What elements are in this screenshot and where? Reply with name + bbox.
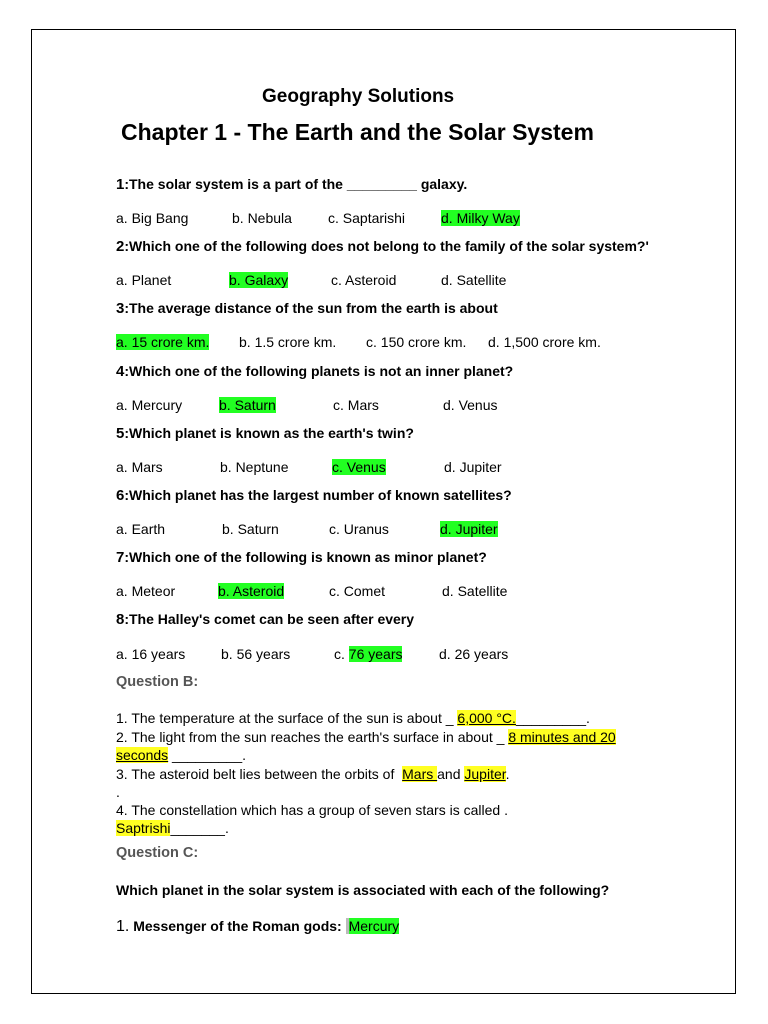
- q6-option-b: b. Saturn: [222, 521, 279, 537]
- q2-option-d: d. Satellite: [441, 272, 507, 288]
- answer-constellation: Saptrishi: [116, 820, 171, 836]
- q2-option-b-correct: b. Galaxy: [229, 272, 289, 288]
- q4-option-a: a. Mercury: [116, 397, 183, 413]
- q8-option-d: d. 26 years: [439, 646, 509, 662]
- q2-option-c: c. Asteroid: [331, 272, 397, 288]
- q6-option-c: c. Uranus: [329, 521, 389, 537]
- q3-option-b: b. 1.5 crore km.: [239, 334, 337, 350]
- question-5: 5:Which planet is known as the earth's twin?: [116, 425, 414, 442]
- q5-option-c-correct: c. Venus: [332, 459, 386, 475]
- q1-option-b: b. Nebula: [232, 210, 292, 226]
- q5-option-d: d. Jupiter: [444, 459, 502, 475]
- question-2: 2:Which one of the following does not belong to the family of the solar system?': [116, 238, 649, 255]
- question-b-heading: Question B:: [116, 674, 199, 690]
- q7-option-c: c. Comet: [329, 583, 386, 599]
- q5-option-a: a. Mars: [116, 459, 163, 475]
- q4-option-d: d. Venus: [443, 397, 498, 413]
- question-c-prompt: Which planet in the solar system is associated with each of the following?: [116, 882, 610, 898]
- answer-light-time-part1: 8 minutes and 20: [508, 729, 616, 745]
- q7-option-a: a. Meteor: [116, 583, 176, 599]
- document-subtitle: Geography Solutions: [262, 86, 455, 107]
- q7-option-b-correct: b. Asteroid: [218, 583, 285, 599]
- q8-option-b: b. 56 years: [221, 646, 291, 662]
- question-6: 6:Which planet has the largest number of known satellites?: [116, 487, 512, 504]
- answer-orbit-jupiter: Jupiter: [464, 766, 506, 782]
- question-1: 1:The solar system is a part of the _________ galaxy.: [116, 176, 468, 193]
- q8-option-c-correct: 76 years: [348, 646, 403, 662]
- question-c-item-1: 1. Messenger of the Roman gods: Mercury: [116, 918, 400, 935]
- q3-option-c: c. 150 crore km.: [366, 334, 467, 350]
- question-8: 8:The Halley's comet can be seen after every: [116, 611, 415, 628]
- q2-option-a: a. Planet: [116, 272, 172, 288]
- question-7: 7:Which one of the following is known as minor planet?: [116, 549, 487, 566]
- q3-option-a-correct: a. 15 crore km.: [116, 334, 210, 350]
- question-b-line-2-cont: seconds _________.: [116, 747, 247, 763]
- q6-option-d-correct: d. Jupiter: [440, 521, 498, 537]
- q8-option-a: a. 16 years: [116, 646, 186, 662]
- q6-option-a: a. Earth: [116, 521, 166, 537]
- answer-light-time-part2: seconds: [116, 747, 169, 763]
- answer-messenger-mercury: Mercury: [346, 918, 400, 934]
- q3-option-d: d. 1,500 crore km.: [488, 334, 601, 350]
- document-title: Chapter 1 - The Earth and the Solar System: [121, 119, 594, 145]
- question-b-line-4-answer: Saptrishi_______.: [116, 820, 229, 836]
- q1-option-a: a. Big Bang: [116, 210, 189, 226]
- q1-option-d-correct: d. Milky Way: [441, 210, 520, 226]
- q5-option-b: b. Neptune: [220, 459, 289, 475]
- question-b-line-1: 1. The temperature at the surface of the sun is about _ 6,000 °C._________.: [116, 710, 590, 726]
- question-b-line-2: 2. The light from the sun reaches the earth's surface in about _ 8 minutes and 20: [116, 729, 616, 745]
- q7-option-d: d. Satellite: [442, 583, 508, 599]
- q4-option-c: c. Mars: [333, 397, 379, 413]
- question-b-line-4: 4. The constellation which has a group of seven stars is called .: [116, 802, 508, 818]
- answer-sun-temperature: 6,000 °C.: [457, 710, 516, 726]
- q4-option-b-correct: b. Saturn: [219, 397, 276, 413]
- question-3: 3:The average distance of the sun from the earth is about: [116, 300, 498, 317]
- q1-option-c: c. Saptarishi: [328, 210, 406, 226]
- question-b-line-3: 3. The asteroid belt lies between the orbits of Mars and Jupiter.: [116, 766, 510, 782]
- question-c-heading: Question C:: [116, 845, 199, 861]
- question-4: 4:Which one of the following planets is not an inner planet?: [116, 363, 514, 380]
- answer-orbit-mars: Mars: [402, 766, 438, 782]
- question-b-dot: .: [116, 784, 120, 800]
- q8-option-c: c. 76 years: [334, 646, 403, 662]
